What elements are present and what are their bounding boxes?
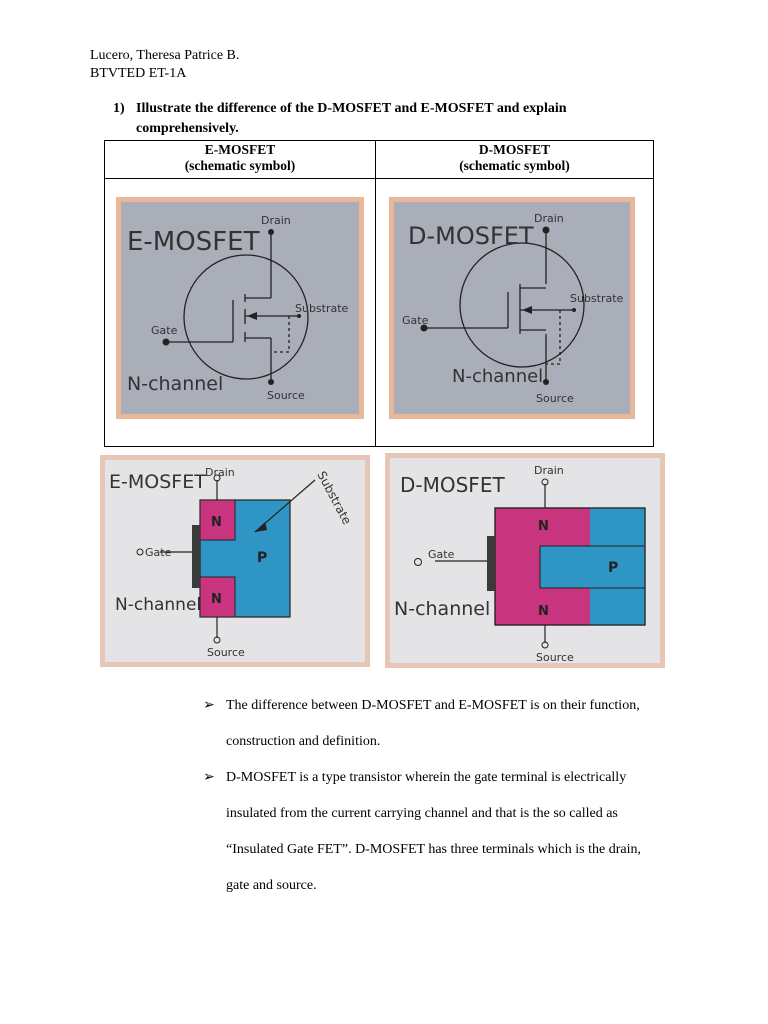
d-sym-title: D-MOSFET: [408, 222, 534, 250]
left-title: E-MOSFET: [204, 142, 276, 157]
bullet-arrow-icon: ➢: [203, 770, 215, 785]
student-name: Lucero, Theresa Patrice B.: [90, 48, 240, 63]
bullet-paragraph-1: [226, 688, 678, 760]
e-con-title: E-MOSFET: [109, 471, 206, 493]
question-text: Illustrate the difference of the D-MOSFET and E-MOSFET and explain comprehensively.: [136, 101, 567, 136]
question-number: 1): [113, 101, 125, 116]
d-con-gate-label: Gate: [428, 548, 455, 561]
e-con-p: P: [257, 550, 268, 566]
d-mosfet-construction-photo: [385, 453, 665, 668]
d-con-n-top: N: [538, 519, 549, 534]
d-mosfet-symbol-photo: [389, 197, 635, 419]
d-con-n-bottom: N: [538, 604, 549, 619]
bullet-2-line-2: insulated from the current carrying channel and that is the so called as: [226, 806, 618, 821]
d-con-p: P: [608, 560, 619, 576]
e-con-channel-label: N-channel: [115, 595, 202, 615]
d-sym-drain-label: Drain: [534, 212, 564, 225]
e-sym-channel-label: N-channel: [127, 373, 224, 395]
d-mosfet-symbol-drawing: [394, 202, 630, 414]
d-mosfet-construction-drawing: [390, 458, 660, 663]
e-con-source-label: Source: [207, 646, 245, 659]
bullet-1-line-2: construction and definition.: [226, 734, 381, 749]
right-subtitle: (schematic symbol): [459, 158, 570, 173]
e-mosfet-construction-drawing: [105, 460, 365, 662]
e-mosfet-symbol-drawing: [121, 202, 359, 414]
d-sym-gate-label: Gate: [402, 314, 429, 327]
d-mosfet-symbol-cell: [376, 179, 654, 447]
course-section: BTVTED ET-1A: [90, 66, 187, 81]
d-con-drain-label: Drain: [534, 464, 564, 477]
schematic-table: [104, 140, 654, 447]
d-con-title: D-MOSFET: [400, 473, 505, 497]
left-header: [105, 141, 376, 179]
e-sym-gate-label: Gate: [151, 324, 178, 337]
e-con-n-top: N: [211, 515, 222, 530]
e-sym-drain-label: Drain: [261, 214, 291, 227]
bullet-1-line-1: The difference between D-MOSFET and E-MOSFET is on their function,: [226, 698, 640, 713]
e-mosfet-construction-photo: [100, 455, 370, 667]
bullet-2-line-4: gate and source.: [226, 878, 317, 893]
d-sym-substrate-label: Substrate: [570, 292, 624, 305]
bullet-paragraph-2: [226, 760, 678, 904]
right-title: D-MOSFET: [478, 142, 551, 157]
bullet-2-line-1: D-MOSFET is a type transistor wherein the gate terminal is electrically: [226, 770, 627, 785]
right-header: [376, 141, 654, 179]
e-mosfet-symbol-cell: [105, 179, 376, 447]
e-con-drain-label: Drain: [205, 466, 235, 479]
left-subtitle: (schematic symbol): [184, 158, 296, 173]
e-sym-title: E-MOSFET: [127, 227, 260, 257]
e-con-substrate-label: Substrate: [314, 468, 355, 527]
e-mosfet-symbol-photo: [116, 197, 364, 419]
bullet-2-line-3: “Insulated Gate FET”. D-MOSFET has three terminals which is the drain,: [226, 842, 641, 857]
d-sym-channel-label: N-channel: [452, 366, 544, 387]
e-sym-substrate-label: Substrate: [295, 302, 349, 315]
d-con-source-label: Source: [536, 651, 574, 663]
d-sym-source-label: Source: [536, 392, 574, 405]
bullet-arrow-icon: ➢: [203, 698, 215, 713]
e-sym-source-label: Source: [267, 389, 305, 402]
e-con-gate-label: Gate: [145, 546, 172, 559]
d-con-channel-label: N-channel: [394, 598, 491, 620]
e-con-n-bottom: N: [211, 592, 222, 607]
